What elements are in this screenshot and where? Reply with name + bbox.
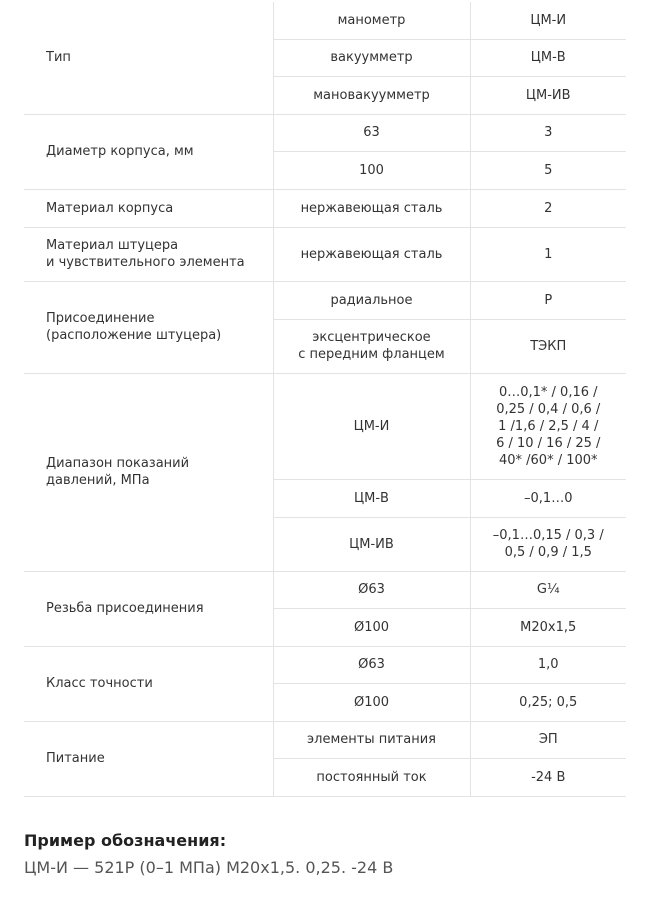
option-cell: 100 [273,151,470,189]
option-cell: радиальное [273,281,470,319]
table-row [24,189,626,227]
option-cell: Ø63 [273,646,470,683]
option-cell: манометр [273,2,470,39]
parameter-name-cell: Резьба присоединения [24,571,273,646]
table-row [24,281,626,319]
option-cell: Ø100 [273,683,470,721]
code-cell: ЦМ-ИВ [470,76,626,114]
table-row [24,114,626,151]
code-cell: 2 [470,189,626,227]
parameter-name-cell: Материал штуцера и чувствительного элемента [24,227,273,281]
option-cell: ЦМ-В [273,479,470,517]
code-cell: 0,25; 0,5 [470,683,626,721]
code-cell: –0,1…0,15 / 0,3 / 0,5 / 0,9 / 1,5 [470,517,626,571]
table-row [24,646,626,683]
parameter-name-cell: Диаметр корпуса, мм [24,114,273,189]
table-row [24,2,626,39]
option-cell: мановакуумметр [273,76,470,114]
option-cell: постоянный ток [273,758,470,796]
code-cell: 1,0 [470,646,626,683]
option-cell: элементы питания [273,721,470,758]
example-value: ЦМ-И — 521Р (0–1 МПа) М20х1,5. 0,25. -24 В [24,858,394,877]
code-cell: ЦМ-В [470,39,626,76]
code-cell: 3 [470,114,626,151]
parameter-name-cell: Диапазон показаний давлений, МПа [24,373,273,571]
option-cell: Ø63 [273,571,470,608]
parameter-name-cell: Класс точности [24,646,273,721]
option-cell: вакуумметр [273,39,470,76]
table-row [24,721,626,758]
parameter-name-cell: Присоединение (расположение штуцера) [24,281,273,373]
code-cell: ЦМ-И [470,2,626,39]
code-cell: 1 [470,227,626,281]
code-cell: 0…0,1* / 0,16 / 0,25 / 0,4 / 0,6 / 1 /1,6 / 2,5 / 4 / 6 / 10 / 16 / 25 / 40* /60* / 100* [470,373,626,479]
option-cell: 63 [273,114,470,151]
example-title: Пример обозначения: [24,831,227,850]
code-cell: ЭП [470,721,626,758]
option-cell: ЦМ-И [273,373,470,479]
table-row [24,571,626,608]
code-cell: -24 В [470,758,626,796]
code-cell: М20х1,5 [470,608,626,646]
table-row [24,227,626,281]
parameter-name-cell: Питание [24,721,273,796]
code-cell: 5 [470,151,626,189]
option-cell: ЦМ-ИВ [273,517,470,571]
code-cell: G¼ [470,571,626,608]
parameter-name-cell: Тип [24,2,273,114]
option-cell: нержавеющая сталь [273,227,470,281]
code-cell: ТЭКП [470,319,626,373]
specification-table-body [24,2,626,796]
table-row [24,373,626,479]
code-cell: –0,1…0 [470,479,626,517]
code-cell: Р [470,281,626,319]
option-cell: Ø100 [273,608,470,646]
specification-table [24,2,626,797]
option-cell: эксцентрическое с передним фланцем [273,319,470,373]
option-cell: нержавеющая сталь [273,189,470,227]
parameter-name-cell: Материал корпуса [24,189,273,227]
